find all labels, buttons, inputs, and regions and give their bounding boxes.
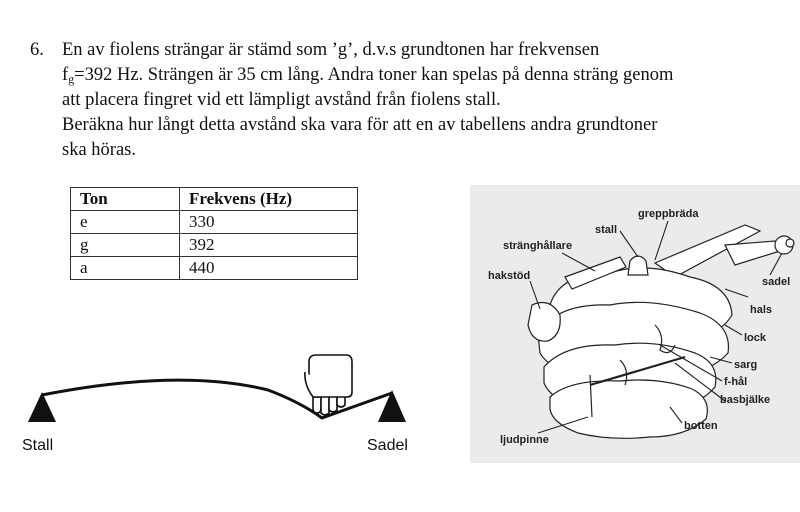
label-botten: botten: [684, 420, 718, 432]
label-lock: lock: [744, 332, 767, 344]
label-hakstod: hakstöd: [488, 270, 531, 282]
table-row: [71, 234, 358, 257]
problem-line-2-text: =392 Hz. Strängen är 35 cm lång. Andra toner kan spelas på denna sträng genom: [74, 65, 674, 85]
header-ton: Ton: [71, 188, 180, 211]
stall-triangle: [28, 392, 56, 422]
label-greppbrada: greppbräda: [638, 208, 699, 220]
tone-cell: a: [71, 257, 180, 280]
sadel-triangle: [378, 390, 406, 422]
label-stall: stall: [595, 224, 618, 236]
label-ljudpinne: ljudpinne: [500, 434, 549, 446]
tone-cell: e: [71, 211, 180, 234]
label-sadel: sadel: [762, 276, 791, 288]
problem-line-3: att placera fingret vid ett lämpligt avstånd från fiolens stall.: [62, 90, 501, 110]
header-frekvens: Frekvens (Hz): [180, 188, 358, 211]
frequency-cell: 392: [180, 234, 358, 257]
problem-line-1: En av fiolens strängar är stämd som ’g’, d.v.s grundtonen har frekvensen: [62, 40, 600, 60]
label-stranghallare: stränghållare: [503, 240, 573, 252]
stall-label: Stall: [22, 437, 54, 454]
problem-number: 6.: [30, 40, 44, 60]
string-diagram: [0, 350, 440, 470]
frequency-symbol: f: [62, 65, 69, 85]
pressing-finger-icon: [305, 355, 352, 415]
tone-cell: g: [71, 234, 180, 257]
problem-line-4: Beräkna hur långt detta avstånd ska vara för att en av tabellens andra grundtoner: [62, 115, 658, 135]
label-hals: hals: [750, 304, 773, 316]
problem-line-5: ska höras.: [62, 140, 136, 160]
violin-diagram: [470, 185, 800, 463]
frequency-cell: 440: [180, 257, 358, 280]
label-fhal: f-hål: [724, 376, 748, 388]
label-sarg: sarg: [734, 359, 758, 371]
table-row: [71, 257, 358, 280]
label-basbjalke: basbjälke: [720, 394, 771, 406]
table-row: [71, 211, 358, 234]
tone-frequency-table: [70, 187, 358, 280]
violin-figure: [470, 185, 800, 463]
sadel-label: Sadel: [367, 437, 408, 454]
frequency-subscript: g: [68, 72, 75, 86]
problem-line-2: [62, 63, 792, 88]
frequency-cell: 330: [180, 211, 358, 234]
